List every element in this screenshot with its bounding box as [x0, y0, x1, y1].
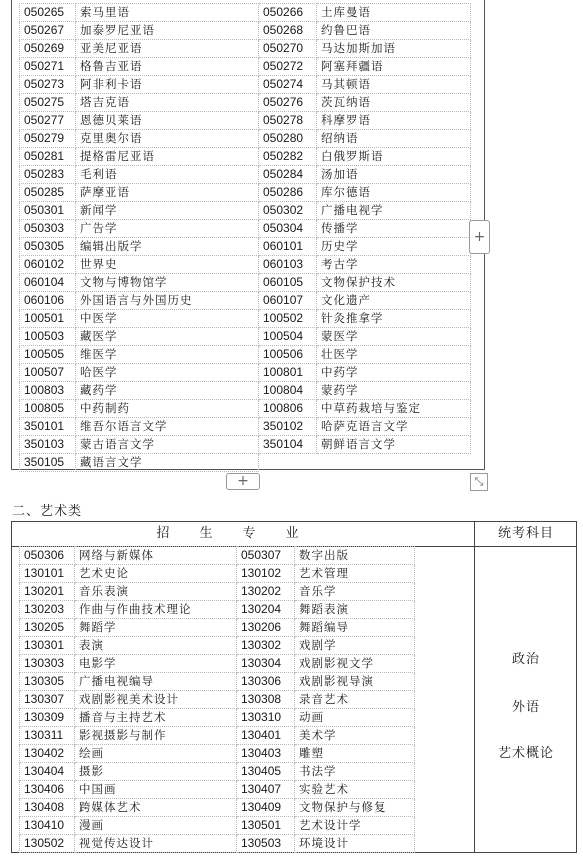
table-row [20, 58, 471, 76]
table-row [20, 364, 471, 382]
major-name-cell: 环境设计 [295, 835, 415, 853]
major-code-cell: 060106 [20, 292, 76, 310]
major-name-cell: 书法学 [295, 763, 415, 781]
major-code-cell: 060107 [259, 292, 317, 310]
major-name-cell: 约鲁巴语 [317, 22, 471, 40]
major-name-cell: 索马里语 [76, 4, 259, 22]
major-name-cell: 文物保护技术 [317, 274, 471, 292]
major-code-cell: 050277 [20, 112, 76, 130]
major-code-cell: 130503 [237, 835, 295, 853]
table-row [20, 691, 415, 709]
major-name-cell: 土库曼语 [317, 4, 471, 22]
major-name-cell: 戏剧学 [295, 637, 415, 655]
major-name-cell: 表演 [75, 637, 237, 655]
table-row [20, 436, 471, 454]
major-name-cell: 萨摩亚语 [76, 184, 259, 202]
major-name-cell: 格鲁吉亚语 [76, 58, 259, 76]
major-code-cell: 050275 [20, 94, 76, 112]
major-name-cell: 加泰罗尼亚语 [76, 22, 259, 40]
major-name-cell: 哈医学 [76, 364, 259, 382]
major-name-cell: 外国语言与外国历史 [76, 292, 259, 310]
major-code-cell: 130405 [237, 763, 295, 781]
header-exam-subjects: 统考科目 [497, 526, 554, 541]
major-code-cell: 130406 [20, 781, 75, 799]
table-row [20, 310, 471, 328]
major-code-cell: 130310 [237, 709, 295, 727]
major-code-cell: 050286 [259, 184, 317, 202]
major-name-cell: 马其顿语 [317, 76, 471, 94]
table-row [20, 148, 471, 166]
major-code-cell [259, 454, 317, 472]
table-row [20, 292, 471, 310]
major-code-cell: 050284 [259, 166, 317, 184]
major-name-cell: 广播电视学 [317, 202, 471, 220]
major-name-cell: 白俄罗斯语 [317, 148, 471, 166]
major-name-cell: 藏医学 [76, 328, 259, 346]
major-code-cell: 050265 [20, 4, 76, 22]
major-name-cell: 中药制药 [76, 400, 259, 418]
major-code-cell: 050306 [20, 547, 75, 565]
major-code-cell: 100507 [20, 364, 76, 382]
major-name-cell: 戏剧影视美术设计 [75, 691, 237, 709]
major-name-cell [317, 454, 471, 472]
major-code-cell: 050305 [20, 238, 76, 256]
major-code-cell: 050276 [259, 94, 317, 112]
major-name-cell: 壮医学 [317, 346, 471, 364]
table-row [20, 727, 415, 745]
major-code-cell: 100803 [20, 382, 76, 400]
major-code-cell: 060103 [259, 256, 317, 274]
major-name-cell: 广告学 [76, 220, 259, 238]
table-row [20, 4, 471, 22]
major-name-cell: 广播电视编导 [75, 673, 237, 691]
major-name-cell: 跨媒体艺术 [75, 799, 237, 817]
major-code-cell: 060101 [259, 238, 317, 256]
exam-subject-politics: 政治 [511, 652, 540, 667]
table-row [20, 256, 471, 274]
major-code-cell: 130304 [237, 655, 295, 673]
column-divider [474, 521, 475, 853]
major-name-cell: 茨瓦纳语 [317, 94, 471, 112]
major-name-cell: 网络与新媒体 [75, 547, 237, 565]
major-code-cell: 350101 [20, 418, 76, 436]
table-row [20, 94, 471, 112]
major-name-cell: 作曲与作曲技术理论 [75, 601, 237, 619]
major-name-cell: 音乐学 [295, 583, 415, 601]
major-name-cell: 新闻学 [76, 202, 259, 220]
major-code-cell: 130201 [20, 583, 75, 601]
major-name-cell: 阿非利卡语 [76, 76, 259, 94]
major-name-cell: 录音艺术 [295, 691, 415, 709]
major-code-cell: 050280 [259, 130, 317, 148]
major-name-cell: 藏语言文学 [76, 454, 259, 472]
major-name-cell: 视觉传达设计 [75, 835, 237, 853]
major-code-cell: 060105 [259, 274, 317, 292]
major-name-cell: 音乐表演 [75, 583, 237, 601]
major-name-cell: 维医学 [76, 346, 259, 364]
major-name-cell: 实验艺术 [295, 781, 415, 799]
major-code-cell: 100504 [259, 328, 317, 346]
major-code-cell: 100505 [20, 346, 76, 364]
table-row [20, 418, 471, 436]
major-code-cell: 130306 [237, 673, 295, 691]
table-row [20, 202, 471, 220]
table-row [20, 565, 415, 583]
major-code-cell: 130408 [20, 799, 75, 817]
major-code-cell: 130410 [20, 817, 75, 835]
major-code-cell: 100506 [259, 346, 317, 364]
major-code-cell: 100801 [259, 364, 317, 382]
table-row [20, 547, 415, 565]
major-name-cell: 提格雷尼亚语 [76, 148, 259, 166]
major-code-cell: 130409 [237, 799, 295, 817]
major-name-cell: 摄影 [75, 763, 237, 781]
major-name-cell: 舞蹈编导 [295, 619, 415, 637]
major-name-cell: 美术学 [295, 727, 415, 745]
major-name-cell: 文物保护与修复 [295, 799, 415, 817]
table-row [20, 40, 471, 58]
major-name-cell: 朝鲜语言文学 [317, 436, 471, 454]
table-row [20, 655, 415, 673]
major-name-cell: 恩德贝莱语 [76, 112, 259, 130]
major-name-cell: 艺术设计学 [295, 817, 415, 835]
major-code-cell: 050282 [259, 148, 317, 166]
major-name-cell: 汤加语 [317, 166, 471, 184]
major-name-cell: 播音与主持艺术 [75, 709, 237, 727]
exam-subject-foreign-language: 外语 [511, 700, 540, 715]
table-row [20, 745, 415, 763]
major-code-cell: 130403 [237, 745, 295, 763]
table-row [20, 673, 415, 691]
major-code-cell: 130305 [20, 673, 75, 691]
major-name-cell: 动画 [295, 709, 415, 727]
major-code-cell: 350104 [259, 436, 317, 454]
table-row [20, 583, 415, 601]
add-column-button[interactable]: + [469, 220, 490, 254]
major-code-cell: 130502 [20, 835, 75, 853]
major-name-cell: 舞蹈表演 [295, 601, 415, 619]
table-row [20, 454, 471, 472]
major-code-cell: 130204 [237, 601, 295, 619]
major-name-cell: 维吾尔语言文学 [76, 418, 259, 436]
major-name-cell: 亚美尼亚语 [76, 40, 259, 58]
major-code-cell: 060102 [20, 256, 76, 274]
major-name-cell: 历史学 [317, 238, 471, 256]
major-code-cell: 130309 [20, 709, 75, 727]
major-code-cell: 350105 [20, 454, 76, 472]
table-row [20, 166, 471, 184]
table-row [20, 763, 415, 781]
table-row [20, 709, 415, 727]
major-code-cell: 130203 [20, 601, 75, 619]
major-name-cell: 阿塞拜疆语 [317, 58, 471, 76]
major-code-cell: 130404 [20, 763, 75, 781]
major-name-cell: 绍纳语 [317, 130, 471, 148]
major-code-cell: 130307 [20, 691, 75, 709]
major-code-cell: 100502 [259, 310, 317, 328]
major-name-cell: 中医学 [76, 310, 259, 328]
major-name-cell: 舞蹈学 [75, 619, 237, 637]
table-row [20, 238, 471, 256]
exam-subject-art-theory: 艺术概论 [497, 746, 554, 761]
table-row [20, 328, 471, 346]
major-code-cell: 050303 [20, 220, 76, 238]
major-code-cell: 130101 [20, 565, 75, 583]
section1-major-table [19, 3, 471, 472]
major-code-cell: 050301 [20, 202, 76, 220]
major-code-cell: 050272 [259, 58, 317, 76]
major-name-cell: 考古学 [317, 256, 471, 274]
table-row [20, 619, 415, 637]
major-name-cell: 编辑出版学 [76, 238, 259, 256]
section2-major-table [19, 546, 415, 853]
major-code-cell: 050283 [20, 166, 76, 184]
major-name-cell: 戏剧影视导演 [295, 673, 415, 691]
major-code-cell: 050270 [259, 40, 317, 58]
major-code-cell: 130308 [237, 691, 295, 709]
major-code-cell: 050278 [259, 112, 317, 130]
table-row [20, 130, 471, 148]
major-code-cell: 100804 [259, 382, 317, 400]
table-row [20, 76, 471, 94]
major-code-cell: 050267 [20, 22, 76, 40]
table-row [20, 835, 415, 853]
table-row [20, 637, 415, 655]
major-name-cell: 科摩罗语 [317, 112, 471, 130]
major-code-cell: 050266 [259, 4, 317, 22]
major-code-cell: 350102 [259, 418, 317, 436]
table-row [20, 601, 415, 619]
major-name-cell: 漫画 [75, 817, 237, 835]
major-code-cell: 050271 [20, 58, 76, 76]
resize-handle-icon[interactable]: ⤡ [470, 473, 488, 491]
major-code-cell: 130402 [20, 745, 75, 763]
major-code-cell: 050304 [259, 220, 317, 238]
major-code-cell: 050279 [20, 130, 76, 148]
table-row [20, 346, 471, 364]
major-code-cell: 350103 [20, 436, 76, 454]
table-row [20, 799, 415, 817]
major-name-cell: 中国画 [75, 781, 237, 799]
major-name-cell: 艺术管理 [295, 565, 415, 583]
major-name-cell: 塔吉克语 [76, 94, 259, 112]
major-name-cell: 世界史 [76, 256, 259, 274]
major-name-cell: 传播学 [317, 220, 471, 238]
major-name-cell: 绘画 [75, 745, 237, 763]
major-name-cell: 针灸推拿学 [317, 310, 471, 328]
table-row [20, 817, 415, 835]
table-row [20, 400, 471, 418]
major-name-cell: 库尔德语 [317, 184, 471, 202]
table-row [20, 781, 415, 799]
major-name-cell: 中草药栽培与鉴定 [317, 400, 471, 418]
major-code-cell: 100805 [20, 400, 76, 418]
major-name-cell: 中药学 [317, 364, 471, 382]
major-code-cell: 130311 [20, 727, 75, 745]
major-code-cell: 130501 [237, 817, 295, 835]
major-code-cell: 050302 [259, 202, 317, 220]
major-name-cell: 藏药学 [76, 382, 259, 400]
major-code-cell: 100503 [20, 328, 76, 346]
table-row [20, 274, 471, 292]
major-code-cell: 050274 [259, 76, 317, 94]
major-code-cell: 050268 [259, 22, 317, 40]
major-code-cell: 130205 [20, 619, 75, 637]
table-row [20, 22, 471, 40]
table-row [20, 220, 471, 238]
major-name-cell: 蒙医学 [317, 328, 471, 346]
major-code-cell: 100806 [259, 400, 317, 418]
header-enrollment-major: 招生专业 [156, 526, 329, 541]
add-row-button[interactable]: + [226, 473, 260, 490]
major-code-cell: 130202 [237, 583, 295, 601]
table-row [20, 382, 471, 400]
section-heading-art: 二、艺术类 [12, 504, 83, 519]
major-name-cell: 影视摄影与制作 [75, 727, 237, 745]
major-code-cell: 050273 [20, 76, 76, 94]
major-name-cell: 哈萨克语言文学 [317, 418, 471, 436]
major-code-cell: 060104 [20, 274, 76, 292]
major-code-cell: 130407 [237, 781, 295, 799]
major-code-cell: 130301 [20, 637, 75, 655]
major-code-cell: 130206 [237, 619, 295, 637]
major-code-cell: 130102 [237, 565, 295, 583]
major-code-cell: 050285 [20, 184, 76, 202]
major-name-cell: 蒙药学 [317, 382, 471, 400]
major-name-cell: 克里奥尔语 [76, 130, 259, 148]
major-name-cell: 电影学 [75, 655, 237, 673]
major-code-cell: 130302 [237, 637, 295, 655]
major-name-cell: 马达加斯加语 [317, 40, 471, 58]
major-code-cell: 050269 [20, 40, 76, 58]
major-name-cell: 艺术史论 [75, 565, 237, 583]
major-name-cell: 数字出版 [295, 547, 415, 565]
major-code-cell: 050307 [237, 547, 295, 565]
major-code-cell: 130303 [20, 655, 75, 673]
major-name-cell: 毛利语 [76, 166, 259, 184]
major-code-cell: 130401 [237, 727, 295, 745]
major-name-cell: 雕塑 [295, 745, 415, 763]
major-code-cell: 050281 [20, 148, 76, 166]
major-name-cell: 蒙古语言文学 [76, 436, 259, 454]
table-row [20, 184, 471, 202]
major-code-cell: 100501 [20, 310, 76, 328]
table-row [20, 112, 471, 130]
major-name-cell: 文化遗产 [317, 292, 471, 310]
major-name-cell: 戏剧影视文学 [295, 655, 415, 673]
major-name-cell: 文物与博物馆学 [76, 274, 259, 292]
